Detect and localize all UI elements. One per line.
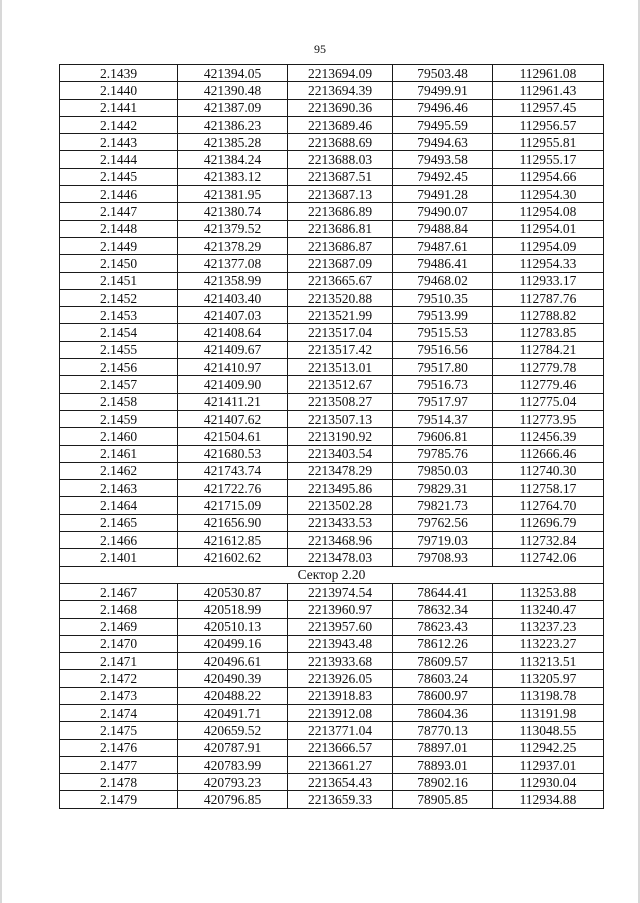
point-id-cell: 2.1446 [60,186,178,203]
y-coordinate-cell: 2213517.42 [288,341,393,358]
x-coordinate-cell: 421408.64 [178,324,288,341]
y-local-cell: 113240.47 [493,601,604,618]
table-row [60,272,604,289]
point-id-cell: 2.1479 [60,791,178,808]
table-row [60,462,604,479]
table-row [60,359,604,376]
x-coordinate-cell: 421743.74 [178,462,288,479]
table-row [60,687,604,704]
x-coordinate-cell: 421409.90 [178,376,288,393]
y-local-cell: 113223.27 [493,635,604,652]
table-row [60,341,604,358]
point-id-cell: 2.1454 [60,324,178,341]
y-local-cell: 112937.01 [493,756,604,773]
table-row [60,203,604,220]
y-local-cell: 112783.85 [493,324,604,341]
x-coordinate-cell: 420490.39 [178,670,288,687]
y-local-cell: 112954.33 [493,255,604,272]
x-coordinate-cell: 420510.13 [178,618,288,635]
x-coordinate-cell: 420530.87 [178,583,288,600]
y-local-cell: 112954.01 [493,220,604,237]
x-local-cell: 79495.59 [393,116,493,133]
table-row [60,376,604,393]
x-local-cell: 79829.31 [393,480,493,497]
table-row [60,532,604,549]
point-id-cell: 2.1476 [60,739,178,756]
table-row [60,410,604,427]
x-coordinate-cell: 421380.74 [178,203,288,220]
point-id-cell: 2.1474 [60,704,178,721]
y-coordinate-cell: 2213688.03 [288,151,393,168]
y-coordinate-cell: 2213689.46 [288,116,393,133]
table-row [60,289,604,306]
x-local-cell: 79491.28 [393,186,493,203]
x-local-cell: 79850.03 [393,462,493,479]
y-coordinate-cell: 2213403.54 [288,445,393,462]
table-row [60,393,604,410]
x-local-cell: 78902.16 [393,774,493,791]
point-id-cell: 2.1464 [60,497,178,514]
x-coordinate-cell: 421383.12 [178,168,288,185]
x-local-cell: 79719.03 [393,532,493,549]
x-coordinate-cell: 420518.99 [178,601,288,618]
y-coordinate-cell: 2213665.67 [288,272,393,289]
point-id-cell: 2.1467 [60,583,178,600]
x-coordinate-cell: 421612.85 [178,532,288,549]
table-row [60,514,604,531]
point-id-cell: 2.1444 [60,151,178,168]
y-coordinate-cell: 2213507.13 [288,410,393,427]
x-coordinate-cell: 421385.28 [178,134,288,151]
y-coordinate-cell: 2213508.27 [288,393,393,410]
y-coordinate-cell: 2213521.99 [288,307,393,324]
point-id-cell: 2.1441 [60,99,178,116]
y-local-cell: 112779.46 [493,376,604,393]
y-coordinate-cell: 2213513.01 [288,359,393,376]
x-local-cell: 78897.01 [393,739,493,756]
x-local-cell: 79487.61 [393,237,493,254]
point-id-cell: 2.1455 [60,341,178,358]
point-id-cell: 2.1473 [60,687,178,704]
y-local-cell: 112961.08 [493,65,604,82]
x-coordinate-cell: 421715.09 [178,497,288,514]
x-coordinate-cell: 421387.09 [178,99,288,116]
table-row [60,653,604,670]
x-local-cell: 79708.93 [393,549,493,566]
x-coordinate-cell: 420793.23 [178,774,288,791]
x-coordinate-cell: 421403.40 [178,289,288,306]
y-coordinate-cell: 2213661.27 [288,756,393,773]
y-local-cell: 112456.39 [493,428,604,445]
table-row [60,186,604,203]
y-local-cell: 112732.84 [493,532,604,549]
x-local-cell: 79606.81 [393,428,493,445]
y-local-cell: 113205.97 [493,670,604,687]
y-coordinate-cell: 2213686.87 [288,237,393,254]
y-local-cell: 113213.51 [493,653,604,670]
x-coordinate-cell: 421407.62 [178,410,288,427]
x-coordinate-cell: 421377.08 [178,255,288,272]
table-row [60,722,604,739]
x-local-cell: 78623.43 [393,618,493,635]
y-coordinate-cell: 2213694.09 [288,65,393,82]
y-local-cell: 112740.30 [493,462,604,479]
x-coordinate-cell: 421656.90 [178,514,288,531]
y-coordinate-cell: 2213943.48 [288,635,393,652]
x-coordinate-cell: 421379.52 [178,220,288,237]
x-local-cell: 79785.76 [393,445,493,462]
table-row [60,739,604,756]
y-coordinate-cell: 2213771.04 [288,722,393,739]
point-id-cell: 2.1461 [60,445,178,462]
x-coordinate-cell: 421722.76 [178,480,288,497]
x-local-cell: 78893.01 [393,756,493,773]
table-row [60,618,604,635]
x-local-cell: 78905.85 [393,791,493,808]
y-coordinate-cell: 2213190.92 [288,428,393,445]
y-local-cell: 112764.70 [493,497,604,514]
x-local-cell: 79821.73 [393,497,493,514]
table-row [60,791,604,808]
x-local-cell: 79468.02 [393,272,493,289]
y-coordinate-cell: 2213478.29 [288,462,393,479]
x-local-cell: 79486.41 [393,255,493,272]
table-row [60,480,604,497]
table-row [60,116,604,133]
table-row [60,307,604,324]
x-local-cell: 79503.48 [393,65,493,82]
table-row [60,601,604,618]
x-coordinate-cell: 420659.52 [178,722,288,739]
point-id-cell: 2.1458 [60,393,178,410]
y-coordinate-cell: 2213960.97 [288,601,393,618]
point-id-cell: 2.1457 [60,376,178,393]
table-row [60,756,604,773]
x-local-cell: 79517.80 [393,359,493,376]
point-id-cell: 2.1448 [60,220,178,237]
y-local-cell: 112934.88 [493,791,604,808]
y-local-cell: 112930.04 [493,774,604,791]
y-local-cell: 112956.57 [493,116,604,133]
table-row [60,549,604,566]
y-coordinate-cell: 2213517.04 [288,324,393,341]
y-local-cell: 112666.46 [493,445,604,462]
x-coordinate-cell: 421386.23 [178,116,288,133]
x-coordinate-cell: 420783.99 [178,756,288,773]
y-coordinate-cell: 2213478.03 [288,549,393,566]
x-coordinate-cell: 421390.48 [178,82,288,99]
point-id-cell: 2.1471 [60,653,178,670]
section-header-row [60,566,604,583]
point-id-cell: 2.1465 [60,514,178,531]
x-local-cell: 78612.26 [393,635,493,652]
x-coordinate-cell: 420496.61 [178,653,288,670]
y-local-cell: 112933.17 [493,272,604,289]
table-row [60,237,604,254]
x-coordinate-cell: 421409.67 [178,341,288,358]
y-local-cell: 112954.09 [493,237,604,254]
y-local-cell: 112758.17 [493,480,604,497]
x-local-cell: 78600.97 [393,687,493,704]
point-id-cell: 2.1447 [60,203,178,220]
x-coordinate-cell: 421411.21 [178,393,288,410]
y-coordinate-cell: 2213686.81 [288,220,393,237]
point-id-cell: 2.1475 [60,722,178,739]
point-id-cell: 2.1460 [60,428,178,445]
scan-edge-left [0,0,2,903]
y-coordinate-cell: 2213957.60 [288,618,393,635]
x-coordinate-cell: 421358.99 [178,272,288,289]
x-local-cell: 79490.07 [393,203,493,220]
table-row [60,324,604,341]
y-local-cell: 112955.81 [493,134,604,151]
point-id-cell: 2.1456 [60,359,178,376]
point-id-cell: 2.1439 [60,65,178,82]
table-row [60,82,604,99]
point-id-cell: 2.1401 [60,549,178,566]
point-id-cell: 2.1470 [60,635,178,652]
y-coordinate-cell: 2213974.54 [288,583,393,600]
y-coordinate-cell: 2213468.96 [288,532,393,549]
point-id-cell: 2.1478 [60,774,178,791]
table-row [60,428,604,445]
y-coordinate-cell: 2213433.53 [288,514,393,531]
x-local-cell: 78644.41 [393,583,493,600]
y-local-cell: 112784.21 [493,341,604,358]
y-coordinate-cell: 2213933.68 [288,653,393,670]
table-row [60,220,604,237]
point-id-cell: 2.1468 [60,601,178,618]
y-local-cell: 112773.95 [493,410,604,427]
point-id-cell: 2.1459 [60,410,178,427]
x-coordinate-cell: 421384.24 [178,151,288,168]
page-number: 95 [314,42,326,56]
x-coordinate-cell: 421378.29 [178,237,288,254]
x-coordinate-cell: 420787.91 [178,739,288,756]
y-coordinate-cell: 2213502.28 [288,497,393,514]
x-coordinate-cell: 420499.16 [178,635,288,652]
x-local-cell: 79488.84 [393,220,493,237]
y-local-cell: 112954.30 [493,186,604,203]
y-local-cell: 113253.88 [493,583,604,600]
x-coordinate-cell: 421394.05 [178,65,288,82]
x-local-cell: 79492.45 [393,168,493,185]
table-row [60,151,604,168]
x-local-cell: 78770.13 [393,722,493,739]
x-local-cell: 79516.56 [393,341,493,358]
x-coordinate-cell: 421680.53 [178,445,288,462]
table-row [60,497,604,514]
table-row [60,635,604,652]
y-local-cell: 112942.25 [493,739,604,756]
point-id-cell: 2.1469 [60,618,178,635]
x-coordinate-cell: 420796.85 [178,791,288,808]
x-local-cell: 78603.24 [393,670,493,687]
y-local-cell: 112696.79 [493,514,604,531]
point-id-cell: 2.1452 [60,289,178,306]
x-coordinate-cell: 420488.22 [178,687,288,704]
y-coordinate-cell: 2213520.88 [288,289,393,306]
section-title: Сектор 2.20 [60,566,604,583]
point-id-cell: 2.1449 [60,237,178,254]
x-coordinate-cell: 421410.97 [178,359,288,376]
x-local-cell: 79499.91 [393,82,493,99]
y-local-cell: 112742.06 [493,549,604,566]
point-id-cell: 2.1477 [60,756,178,773]
x-local-cell: 79493.58 [393,151,493,168]
y-coordinate-cell: 2213687.09 [288,255,393,272]
x-local-cell: 79494.63 [393,134,493,151]
y-coordinate-cell: 2213495.86 [288,480,393,497]
y-local-cell: 113198.78 [493,687,604,704]
y-local-cell: 112955.17 [493,151,604,168]
point-id-cell: 2.1440 [60,82,178,99]
y-coordinate-cell: 2213918.83 [288,687,393,704]
table-row [60,445,604,462]
x-coordinate-cell: 421407.03 [178,307,288,324]
point-id-cell: 2.1472 [60,670,178,687]
x-local-cell: 78609.57 [393,653,493,670]
table-row [60,583,604,600]
table-row [60,168,604,185]
point-id-cell: 2.1451 [60,272,178,289]
x-local-cell: 78632.34 [393,601,493,618]
point-id-cell: 2.1466 [60,532,178,549]
x-local-cell: 79510.35 [393,289,493,306]
x-coordinate-cell: 421504.61 [178,428,288,445]
x-local-cell: 79517.97 [393,393,493,410]
y-local-cell: 112775.04 [493,393,604,410]
table-row [60,65,604,82]
y-coordinate-cell: 2213659.33 [288,791,393,808]
point-id-cell: 2.1450 [60,255,178,272]
point-id-cell: 2.1443 [60,134,178,151]
y-local-cell: 112957.45 [493,99,604,116]
y-local-cell: 112961.43 [493,82,604,99]
table-row [60,704,604,721]
point-id-cell: 2.1442 [60,116,178,133]
table-row [60,774,604,791]
point-id-cell: 2.1463 [60,480,178,497]
y-local-cell: 112788.82 [493,307,604,324]
y-local-cell: 112787.76 [493,289,604,306]
point-id-cell: 2.1445 [60,168,178,185]
x-local-cell: 79515.53 [393,324,493,341]
y-coordinate-cell: 2213690.36 [288,99,393,116]
table-row [60,99,604,116]
coordinates-table [59,64,604,809]
y-coordinate-cell: 2213912.08 [288,704,393,721]
y-coordinate-cell: 2213512.67 [288,376,393,393]
x-coordinate-cell: 421602.62 [178,549,288,566]
y-local-cell: 113048.55 [493,722,604,739]
y-local-cell: 112779.78 [493,359,604,376]
x-local-cell: 79513.99 [393,307,493,324]
y-local-cell: 113237.23 [493,618,604,635]
y-coordinate-cell: 2213686.89 [288,203,393,220]
x-local-cell: 78604.36 [393,704,493,721]
table-row [60,134,604,151]
table-row [60,255,604,272]
y-coordinate-cell: 2213926.05 [288,670,393,687]
x-local-cell: 79496.46 [393,99,493,116]
table-row [60,670,604,687]
y-local-cell: 112954.08 [493,203,604,220]
x-local-cell: 79514.37 [393,410,493,427]
x-local-cell: 79762.56 [393,514,493,531]
y-local-cell: 113191.98 [493,704,604,721]
y-coordinate-cell: 2213666.57 [288,739,393,756]
y-coordinate-cell: 2213688.69 [288,134,393,151]
x-local-cell: 79516.73 [393,376,493,393]
y-coordinate-cell: 2213687.51 [288,168,393,185]
point-id-cell: 2.1462 [60,462,178,479]
x-coordinate-cell: 421381.95 [178,186,288,203]
y-local-cell: 112954.66 [493,168,604,185]
y-coordinate-cell: 2213687.13 [288,186,393,203]
y-coordinate-cell: 2213654.43 [288,774,393,791]
point-id-cell: 2.1453 [60,307,178,324]
y-coordinate-cell: 2213694.39 [288,82,393,99]
x-coordinate-cell: 420491.71 [178,704,288,721]
